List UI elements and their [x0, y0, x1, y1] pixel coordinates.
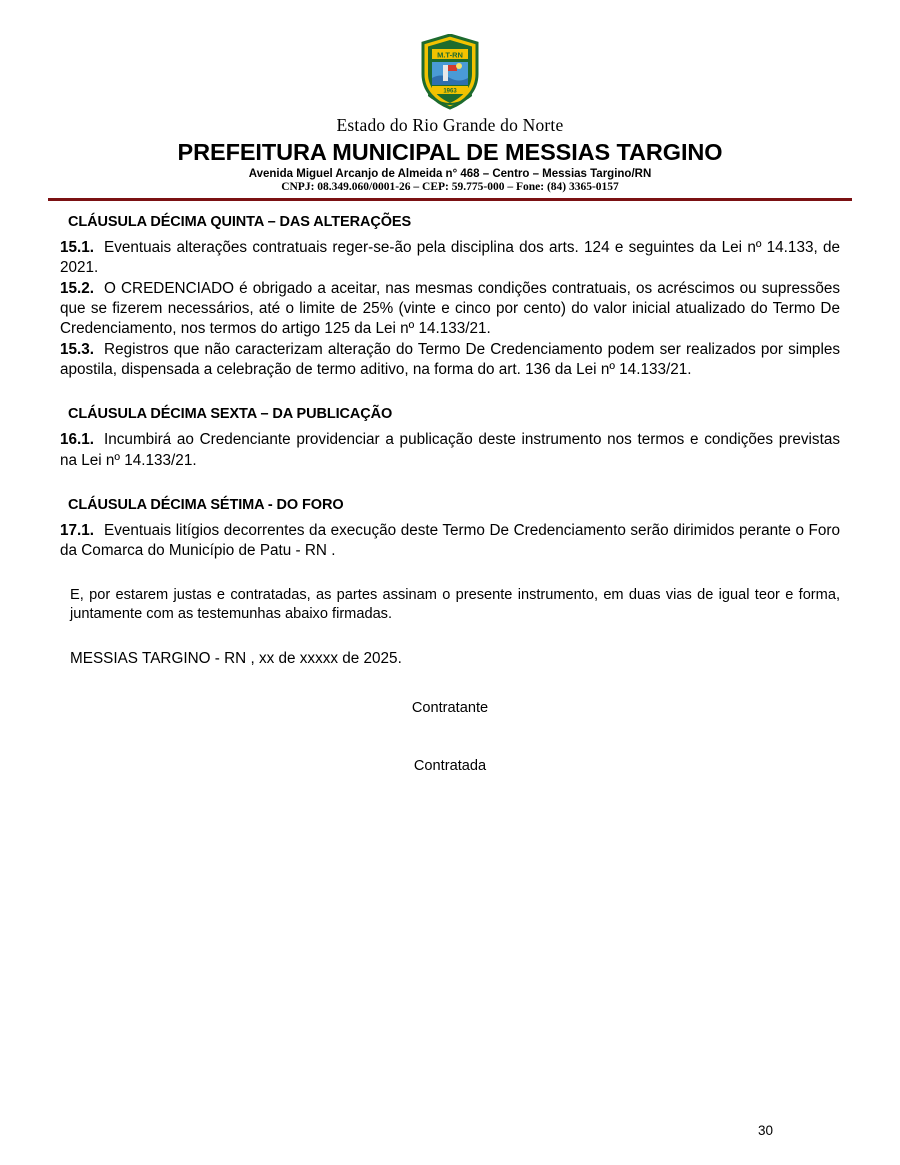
- closing-statement: E, por estarem justas e contratadas, as partes assinam o presente instrumento, em duas vias de igual teor e forma, juntamente com as testemunhas abaixo firmadas.: [70, 586, 840, 623]
- clause-15-title: CLÁUSULA DÉCIMA QUINTA – DAS ALTERAÇÕES: [68, 214, 412, 230]
- clause-17-1-paragraph: [60, 521, 840, 562]
- header-state-line: Estado do Rio Grande do Norte: [336, 115, 564, 135]
- svg-text:1963: 1963: [443, 88, 457, 95]
- page-number: 30: [757, 1123, 773, 1138]
- svg-text:M.T-RN: M.T-RN: [437, 50, 463, 60]
- clause-16-title: CLÁUSULA DÉCIMA SEXTA – DA PUBLICAÇÃO: [68, 406, 393, 423]
- header-cnpj-line: CNPJ: 08.349.060/0001-26 – CEP: 59.775-000 – Fone: (84) 3365-0157: [281, 181, 619, 193]
- clause-17-title: CLÁUSULA DÉCIMA SÉTIMA - DO FORO: [68, 497, 344, 514]
- clause-15-1-paragraph: [60, 238, 840, 279]
- document-body: [60, 201, 840, 774]
- clause-15-3-paragraph: [60, 340, 840, 381]
- clause-17-1-number: 17.1.: [60, 522, 95, 540]
- clause-15-2-number: 15.2.: [60, 279, 95, 297]
- closing-place-date: MESSIAS TARGINO - RN , xx de xxxxx de 2025.: [70, 650, 402, 668]
- clause-16-1-paragraph: [60, 430, 840, 471]
- clause-15-3-text: Registros que não caracterizam alteração do Termo De Credenciamento podem ser realizados por simples apostila, dispensada a celebração de termo aditivo, na forma do art. 136 da Lei nº 14.133/21.: [60, 340, 840, 379]
- clause-15-1-text: Eventuais alterações contratuais reger-se-ão pela disciplina dos arts. 124 e seguintes da Lei nº 14.133, de 2021.: [60, 239, 840, 277]
- clause-15-3-number: 15.3.: [60, 340, 95, 358]
- clause-17-1-text: Eventuais litígios decorrentes da execução deste Termo De Credenciamento serão dirimidos perante o Foro da Comarca do Município de Patu - RN .: [60, 522, 840, 560]
- clause-16-1-text: Incumbirá ao Credenciante providenciar a publicação deste instrumento nos termos e condições previstas na Lei nº 14.133/21.: [60, 431, 840, 469]
- header-address-line: Avenida Miguel Arcanjo de Almeida n° 468 – Centro – Messias Targino/RN: [248, 168, 652, 180]
- signature-line-contratante: Contratante: [411, 699, 489, 716]
- clause-15-2-text: O CREDENCIADO é obrigado a aceitar, nas mesmas condições contratuais, os acréscimos ou supressões que se fizerem necessários, até o limite de 25% (vinte e cinco por cento) do valor inicial atualizado do Termo De Credenciamento, nos termos do artigo 125 da Lei nº 14.133/21.: [60, 279, 840, 338]
- clause-16-1-number: 16.1.: [60, 431, 95, 449]
- clause-15-2-paragraph: [60, 279, 840, 340]
- signature-line-contratada: Contratada: [413, 757, 487, 774]
- coat-of-arms-icon: [419, 34, 481, 110]
- document-header: [0, 0, 900, 201]
- header-city-line: PREFEITURA MUNICIPAL DE MESSIAS TARGINO: [177, 139, 723, 165]
- clause-15-1-number: 15.1.: [60, 239, 95, 256]
